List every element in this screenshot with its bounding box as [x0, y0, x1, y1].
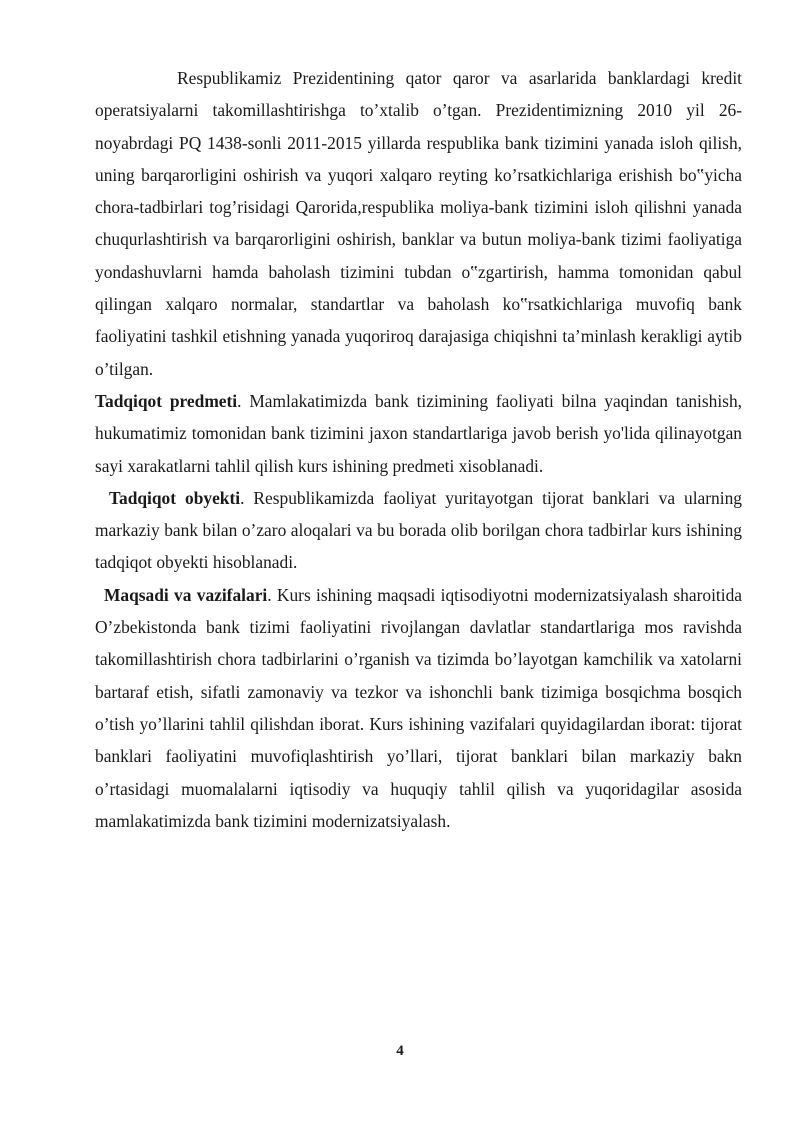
paragraph-tadqiqot-obyekti	[95, 482, 742, 579]
paragraph-obyekt-text: . Respublikamizda faoliyat yuritayotgan tijorat banklari va ularning markaziy bank bilan o’zaro aloqalari va bu borada olib borilgan chora tadbirlar kurs ishining tadqiqot obyekti hisoblanadi.	[95, 487, 742, 573]
paragraph-predmet-text: . Mamlakatimizda bank tizimining faoliyati bilna yaqindan tanishish, hukumatimiz tomonidan bank tizimini jaxon standartlariga javob berish yo'lida qilinayotgan sayi xarakatlarni tahlil qilish kurs ishining predmeti xisoblanadi.	[95, 390, 742, 476]
page-number: 4	[396, 1043, 404, 1059]
heading-maqsadi-va-vazifalari: Maqsadi va vazifalari	[104, 584, 268, 605]
body-text	[95, 62, 742, 837]
paragraph-tadqiqot-predmeti	[95, 385, 742, 482]
paragraph-intro	[95, 62, 742, 385]
paragraph-maqsadi-va-vazifalari	[95, 579, 742, 837]
paragraph-intro-text: Respublikamiz Prezidentining qator qaror va asarlarida banklardagi kredit operatsiyalarni takomillashtirishga to’xtalib o’tgan. Prezidentimizning 2010 yil 26-noyabrdagi PQ 1438-sonli 2011-2015 yillarda respublika bank tizimini yanada isloh qilish, uning barqarorligini oshirish va yuqori xalqaro reyting ko’rsatkichlariga erishish bo‟yicha chora-tadbirlari tog’risidagi Qarorida,respublika moliya-bank tizimini isloh qilishni yanada chuqurlashtirish va barqarorligini oshirish, banklar va butun moliya-bank tizimi faoliyatiga yondashuvlarni hamda baholash tizimini tubdan o‟zgartirish, hamma tomonidan qabul qilingan xalqaro normalar, standartlar va baholash ko‟rsatkichlariga muvofiq bank faoliyatini tashkil etishning yanada yuqoriroq darajasiga chiqishni ta’minlash kerakligi aytib o’tilgan.	[95, 68, 742, 379]
heading-tadqiqot-obyekti: Tadqiqot obyekti	[109, 487, 241, 508]
paragraph-maqsad-text: . Kurs ishining maqsadi iqtisodiyotni modernizatsiyalash sharoitida O’zbekistonda bank tizimi faoliyatini rivojlangan davlatlar standartlariga mos ravishda takomillashtirish chora tadbirlarini o’rganish va tizimda bo’layotgan kamchilik va xatolarni bartaraf etish, sifatli zamonaviy va tezkor va ishonchli bank tizimiga bosqichma bosqich o’tish yo’llarini tahlil qilishdan iborat. Kurs ishining vazifalari quyidagilardan iborat: tijorat banklari faoliyatini muvofiqlashtirish yo’llari, tijorat banklari bilan markaziy bakn o’rtasidagi muomalalarni iqtisodiy va huquqiy tahlil qilish va yuqoridagilar asosida mamlakatimizda bank tizimini modernizatsiyalash.	[95, 584, 742, 831]
heading-tadqiqot-predmeti: Tadqiqot predmeti	[95, 390, 238, 411]
